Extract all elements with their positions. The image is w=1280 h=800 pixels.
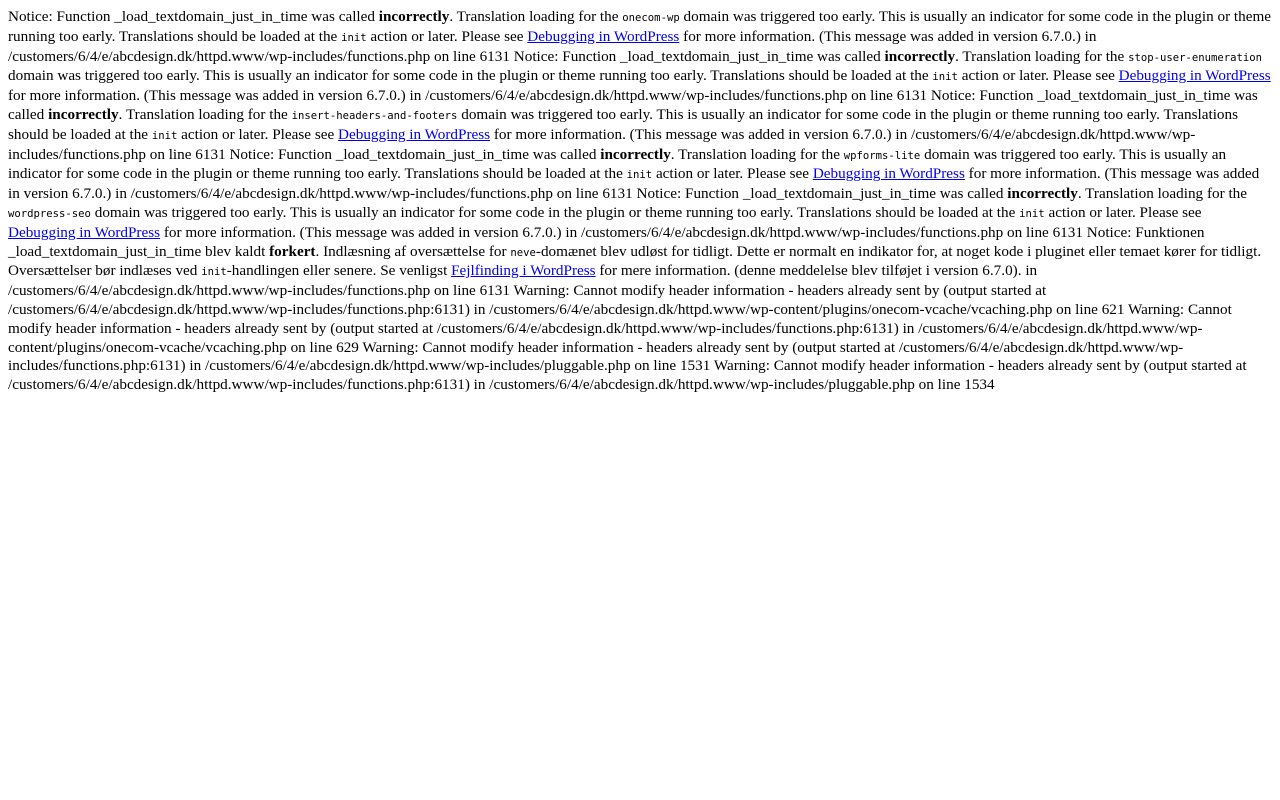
debugging-link[interactable]: Debugging in WordPress xyxy=(8,223,161,241)
notice-text: action or later. Please see xyxy=(366,27,528,45)
notice-text: for more information. (This message was added in version 6.7.0.) in /customers/6/4/e/abcdesign.dk/httpd.www/wp-includes/functions.php on line 6131 xyxy=(8,27,1097,65)
notice-text: for more information. (This message was added in version 6.7.0.) in /customers/6/4/e/abcdesign.dk/httpd.www/wp-includes/functions.php on line 6131 xyxy=(160,223,1087,241)
text-domain-code: wordpress-seo xyxy=(8,207,91,220)
notice-text: . Translation loading for the xyxy=(118,105,292,123)
notice-text: . Translation loading for the xyxy=(1077,185,1248,203)
text-domain-code: neve xyxy=(510,246,536,259)
text-domain-code: insert-headers-and-footers xyxy=(291,109,458,122)
hook-code: init xyxy=(341,31,367,44)
debugging-link[interactable]: Fejlfinding i WordPress xyxy=(451,262,596,280)
notice-text: . Translation loading for the xyxy=(449,8,623,25)
text-domain-code: stop-user-enumeration xyxy=(1128,51,1262,64)
notice-text: -domænet blev udløst for tidligt. Dette er normalt en indikator for, at noget kode i pluginet eller temaet kører for tidligt. Oversættelser bør indlæses ved xyxy=(8,242,1262,280)
notice-emphasis: incorrectly xyxy=(1007,185,1078,203)
notice-text: domain was triggered too early. This is usually an indicator for some code in the plugin or theme running too early. Translations should be loaded at the xyxy=(8,8,1272,45)
debugging-link[interactable]: Debugging in WordPress xyxy=(812,165,965,183)
php-warning: Warning: Cannot modify header information - headers already sent by (output started at /customers/6/4/e/abcdesign.dk/httpd.www/wp-includes/functions.php:6131) in /customers/6/4/e/abcdesign.dk/httpd.www/wp-includes/pluggable.php on line 1534 xyxy=(8,357,1247,394)
php-warning: Warning: Cannot modify header information - headers already sent by (output started at /customers/6/4/e/abcdesign.dk/httpd.www/wp-includes/functions.php:6131) in /customers/6/4/e/abcdesign.dk/httpd.www/wp-content/plugins/onecom-vcache/vcaching.php on line 629 xyxy=(8,300,1232,356)
notice-emphasis: incorrectly xyxy=(378,8,450,25)
hook-code: init xyxy=(201,266,227,279)
notice-emphasis: incorrectly xyxy=(48,105,119,123)
notice-emphasis: incorrectly xyxy=(884,47,956,65)
hook-code: init xyxy=(1019,207,1045,220)
notice-text: action or later. Please see xyxy=(1044,203,1202,221)
debugging-link[interactable]: Debugging in WordPress xyxy=(338,125,491,143)
debugging-link[interactable]: Debugging in WordPress xyxy=(527,27,680,45)
notice-text: domain was triggered too early. This is usually an indicator for some code in the plugin or theme running too early. Translations should be loaded at the xyxy=(8,105,1239,143)
notice-text: for more information. (This message was added in version 6.7.0.) in /customers/6/4/e/abcdesign.dk/httpd.www/wp-includes/functions.php on line 6131 xyxy=(8,125,1196,163)
notice-text: for more information. (This message was added in version 6.7.0.) in /customers/6/4/e/abcdesign.dk/httpd.www/wp-includes/functions.php on line 6131 xyxy=(8,165,1260,203)
notice-text: Notice: Function _load_textdomain_just_in_time was called xyxy=(636,185,1008,203)
text-domain-code: onecom-wp xyxy=(622,12,680,24)
notice-text: action or later. Please see xyxy=(652,165,813,183)
notice-text: Notice: Funktionen _load_textdomain_just_in_time blev kaldt xyxy=(8,223,1205,260)
debugging-link[interactable]: Debugging in WordPress xyxy=(1118,67,1271,85)
hook-code: init xyxy=(932,71,958,84)
notice-text: -handlingen eller senere. Se venligst xyxy=(226,262,452,280)
notice-emphasis: incorrectly xyxy=(600,145,671,163)
notice-text: . Translation loading for the xyxy=(670,145,844,163)
php-error-output xyxy=(0,0,1280,395)
notice-text: . Translation loading for the xyxy=(955,47,1129,65)
notice-text: domain was triggered too early. This is usually an indicator for some code in the plugin or theme running too early. Translations should be loaded at the xyxy=(8,145,1227,183)
hook-code: init xyxy=(151,129,178,142)
notice-emphasis: forkert xyxy=(269,242,316,260)
notice-text: for more information. (This message was added in version 6.7.0.) in /customers/6/4/e/abcdesign.dk/httpd.www/wp-includes/functions.php on line 6131 xyxy=(8,87,931,105)
notice-text: Notice: Function _load_textdomain_just_in_time was called xyxy=(513,47,885,65)
notice-text: Notice: Function _load_textdomain_just_in_time was called xyxy=(229,145,601,163)
notice-text: for mere information. (denne meddelelse blev tilføjet i version 6.7.0). in /customers/6/4/e/abcdesign.dk/httpd.www/wp-includes/functions.php on line 6131 xyxy=(8,262,1038,300)
notice-text: Notice: Function _load_textdomain_just_in_time was called xyxy=(8,87,1258,123)
hook-code: init xyxy=(626,169,653,182)
notice-text: . Indlæsning af oversættelse for xyxy=(315,242,511,260)
php-warning: Warning: Cannot modify header information - headers already sent by (output started at /customers/6/4/e/abcdesign.dk/httpd.www/wp-includes/functions.php:6131) in /customers/6/4/e/abcdesign.dk/httpd.www/wp-content/plugins/onecom-vcache/vcaching.php on line 621 xyxy=(8,282,1129,318)
notice-text: domain was triggered too early. This is usually an indicator for some code in the plugin or theme running too early. Translations should be loaded at the xyxy=(8,67,933,85)
php-warning: Warning: Cannot modify header information - headers already sent by (output started at /customers/6/4/e/abcdesign.dk/httpd.www/wp-includes/functions.php:6131) in /customers/6/4/e/abcdesign.dk/httpd.www/wp-includes/pluggable.php on line 1531 xyxy=(8,338,1184,375)
notice-text: action or later. Please see xyxy=(957,67,1119,85)
notice-text: Notice: Function _load_textdomain_just_in_time was called xyxy=(8,8,379,25)
notice-text: action or later. Please see xyxy=(177,125,339,143)
notice-text: domain was triggered too early. This is usually an indicator for some code in the plugin or theme running too early. Translations should be loaded at the xyxy=(90,203,1020,221)
text-domain-code: wpforms-lite xyxy=(843,149,921,162)
